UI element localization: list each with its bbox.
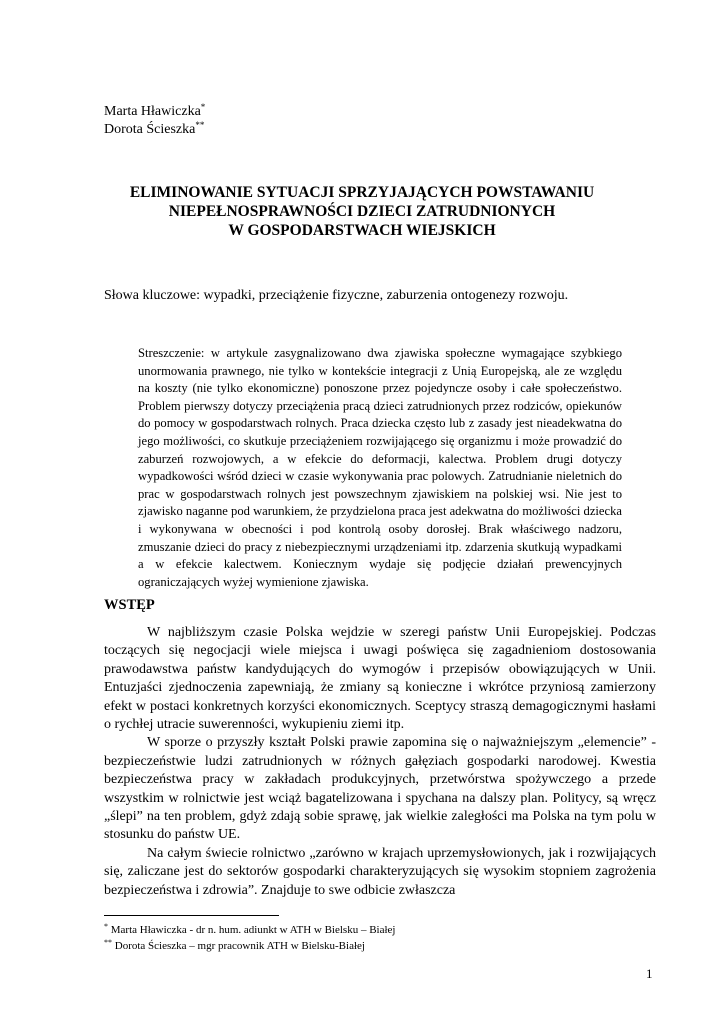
paragraph: Na całym świecie rolnictwo „zarówno w krajach uprzemysłowionych, jak i rozwijających się, zaliczane jest do sektorów gospodarki charakteryzujących się wysokim stopniem zagrożenia bezpieczeństwa i zdrowia”. Znajduje to swe odbicie zwłaszcza — [104, 845, 656, 898]
footnote-mark: * — [104, 922, 108, 931]
body-text — [104, 624, 656, 900]
footnotes — [104, 922, 395, 954]
footnote-separator — [104, 915, 279, 916]
footnote-text: Marta Hławiczka - dr n. hum. adiunkt w ATH w Bielsku – Białej — [110, 924, 396, 936]
title-line: W GOSPODARSTWACH WIEJSKICH — [228, 222, 496, 239]
footnote-mark: ** — [104, 938, 112, 947]
author-name: Dorota Ścieszka — [104, 122, 196, 137]
abstract: Streszczenie: w artykule zasygnalizowano dwa zjawiska społeczne wymagające szybkiego unormowania prawnego, nie tylko w kontekście integracji z Unią Europejską, ale ze względu na koszty (nie tylko ekonomiczne) ponoszone przez pojedyncze osoby i całe społeczeństwo. Problem pierwszy dotyczy przeciążenia pracą dzieci zatrudnionych przez rodziców, opiekunów do pomocy w gospodarstwach rolnych. Praca dziecka często lub z zasady jest nieadekwatna do jego możliwości, co skutkuje przeciążeniem rozwijającego się organizmu i może prowadzić do zaburzeń rozwojowych, a w efekcie do deformacji, kalectwa. Problem drugi dotyczy wypadkowości wśród dzieci w czasie wykonywania prac polowych. Zatrudnianie nieletnich do prac w gospodarstwach rolnych jest powszechnym zjawiskiem na polskiej wsi. Nie jest to zjawisko naganne pod warunkiem, że przydzielona praca jest adekwatna do możliwości dziecka i wykonywana w obecności i pod kontrolą osoby dorosłej. Brak właściwego nadzoru, zmuszanie dzieci do pracy z niebezpiecznymi urządzeniami itp. zdarzenia skutkują wypadkami a w efekcie kalectwem. Koniecznym wydaje się podjęcie działań prewencyjnych ograniczających wyżej wymienione zjawiska. — [138, 346, 622, 589]
author-entry — [104, 121, 205, 139]
footnote — [104, 938, 395, 954]
page-number: 1 — [646, 966, 653, 981]
paragraph: W najbliższym czasie Polska wejdzie w szeregi państw Unii Europejskiej. Podczas toczących się negocjacji wiele miejsca i uwagi poświęca się zagadnieniom dostosowania prawodawstwa państw kandydujących do wymogów i przepisów obowiązujących w Unii. Entuzjaści zjednoczenia zapewniają, że zmiany są konieczne i wkrótce przyniosą zamierzony efekt w postaci konkretnych korzyści ekonomicznych. Sceptycy straszą demagogicznymi hasłami o rychłej utracie suwerenności, wykupieniu ziemi itp. — [104, 625, 656, 733]
paper-title — [60, 183, 664, 240]
author-name: Marta Hławiczka — [104, 104, 201, 119]
keywords: Słowa kluczowe: wypadki, przeciążenie fizyczne, zaburzenia ontogenezy rozwoju. — [104, 288, 569, 303]
author-list — [104, 103, 205, 139]
footnote-text: Dorota Ścieszka – mgr pracownik ATH w Bielsku-Białej — [114, 940, 365, 952]
title-line: NIEPEŁNOSPRAWNOŚCI DZIECI ZATRUDNIONYCH — [168, 203, 556, 220]
paragraph: W sporze o przyszły kształt Polski prawie zapomina się o najważniejszym „elemencie” - bezpieczeństwie ludzi zatrudnionych w różnych gałęziach gospodarki narodowej. Kwestia bezpieczeństwa pracy w zakładach produkcyjnych, przetwórstwa spożywczego a przede wszystkim w rolnictwie jest wciąż bagatelizowana i spychana na dalszy plan. Politycy, są wręcz „ślepi” na ten problem, gdyż zdają sobie sprawę, jak wielkie zaległości ma Polska na tym polu w stosunku do państw UE. — [104, 735, 656, 843]
author-entry — [104, 103, 205, 121]
title-line: ELIMINOWANIE SYTUACJI SPRZYJAJĄCYCH POWSTAWANIU — [129, 184, 595, 201]
footnote — [104, 922, 395, 938]
footnote-mark: * — [200, 102, 206, 112]
footnote-mark: ** — [195, 120, 205, 130]
section-heading: WSTĘP — [104, 597, 155, 613]
